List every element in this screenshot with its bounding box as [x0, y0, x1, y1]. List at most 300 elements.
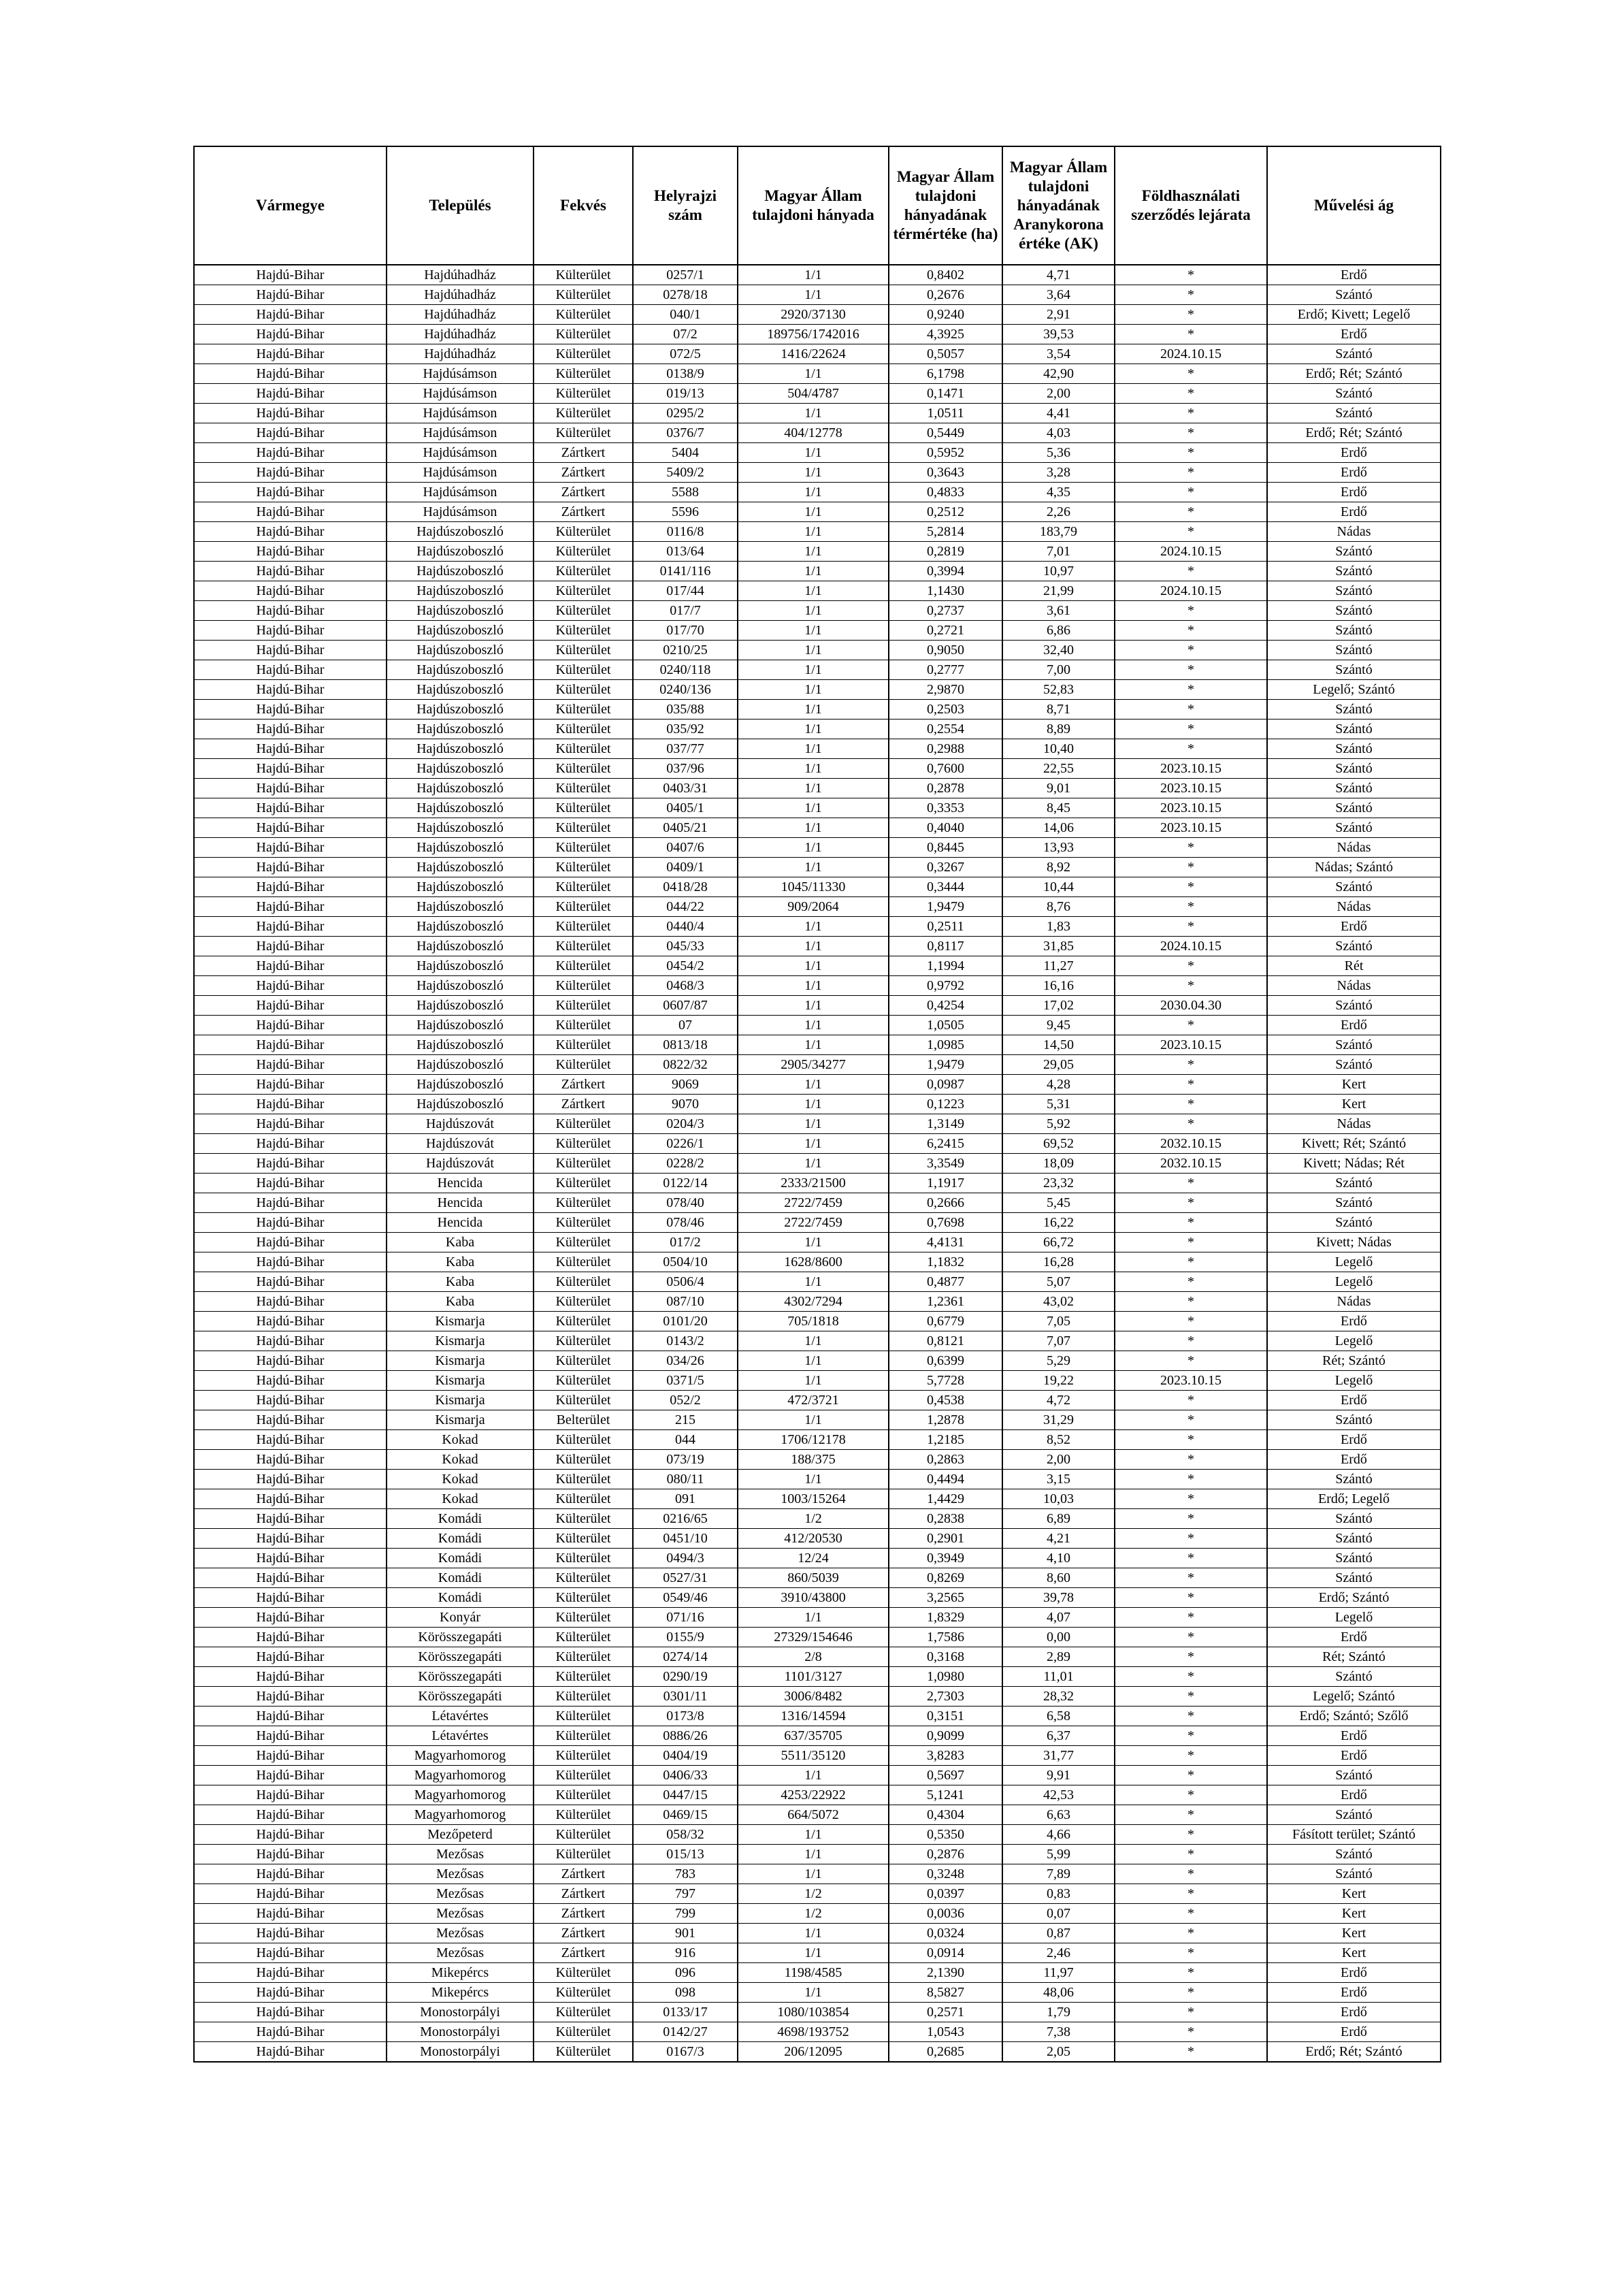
cell-varmegye: Hajdú-Bihar — [194, 1509, 387, 1529]
cell-muvelesi-ag: Szántó — [1267, 641, 1441, 660]
cell-fekves: Külterület — [534, 937, 633, 956]
cell-telepules: Hajdúhadház — [387, 344, 534, 364]
cell-telepules: Kismarja — [387, 1312, 534, 1331]
cell-helyrajzi-szam: 013/64 — [633, 542, 738, 562]
table-row — [194, 1825, 1441, 1845]
cell-varmegye: Hajdú-Bihar — [194, 1430, 387, 1450]
cell-telepules: Hajdúsámson — [387, 463, 534, 483]
cell-varmegye: Hajdú-Bihar — [194, 1233, 387, 1252]
cell-fekves: Külterület — [534, 1470, 633, 1489]
cell-tulajdoni-hanyad: 1/1 — [738, 818, 889, 838]
cell-varmegye: Hajdú-Bihar — [194, 1746, 387, 1766]
table-row — [194, 1845, 1441, 1864]
cell-tulajdoni-hanyad: 1/1 — [738, 1371, 889, 1391]
cell-helyrajzi-szam: 087/10 — [633, 1292, 738, 1312]
cell-tulajdoni-hanyad: 1628/8600 — [738, 1252, 889, 1272]
cell-termertek: 0,6779 — [889, 1312, 1002, 1331]
cell-muvelesi-ag: Szántó — [1267, 1568, 1441, 1588]
cell-aranykorona: 10,97 — [1002, 562, 1115, 581]
cell-termertek: 0,1223 — [889, 1095, 1002, 1114]
cell-telepules: Komádi — [387, 1568, 534, 1588]
cell-varmegye: Hajdú-Bihar — [194, 838, 387, 858]
cell-muvelesi-ag: Nádas; Szántó — [1267, 858, 1441, 877]
cell-szerzodes-lejarata: * — [1115, 1963, 1267, 1983]
table-row — [194, 917, 1441, 937]
cell-aranykorona: 19,22 — [1002, 1371, 1115, 1391]
table-row — [194, 423, 1441, 443]
cell-szerzodes-lejarata: * — [1115, 858, 1267, 877]
cell-helyrajzi-szam: 215 — [633, 1410, 738, 1430]
cell-telepules: Mikepércs — [387, 1983, 534, 2003]
cell-helyrajzi-szam: 078/46 — [633, 1213, 738, 1233]
cell-aranykorona: 2,00 — [1002, 384, 1115, 404]
cell-fekves: Külterület — [534, 1055, 633, 1075]
cell-termertek: 0,4040 — [889, 818, 1002, 838]
cell-varmegye: Hajdú-Bihar — [194, 1529, 387, 1549]
cell-telepules: Hajdúszoboszló — [387, 1035, 534, 1055]
cell-termertek: 0,4494 — [889, 1470, 1002, 1489]
cell-varmegye: Hajdú-Bihar — [194, 1924, 387, 1943]
cell-telepules: Hencida — [387, 1174, 534, 1193]
cell-aranykorona: 28,32 — [1002, 1687, 1115, 1707]
cell-varmegye: Hajdú-Bihar — [194, 739, 387, 759]
cell-aranykorona: 7,05 — [1002, 1312, 1115, 1331]
cell-termertek: 0,0914 — [889, 1943, 1002, 1963]
cell-fekves: Külterület — [534, 1252, 633, 1272]
cell-tulajdoni-hanyad: 1706/12178 — [738, 1430, 889, 1450]
cell-fekves: Külterület — [534, 1963, 633, 1983]
table-header-row — [194, 146, 1441, 265]
table-row — [194, 463, 1441, 483]
cell-termertek: 0,2503 — [889, 700, 1002, 719]
cell-tulajdoni-hanyad: 1/1 — [738, 1608, 889, 1628]
cell-varmegye: Hajdú-Bihar — [194, 1588, 387, 1608]
cell-szerzodes-lejarata: * — [1115, 384, 1267, 404]
cell-varmegye: Hajdú-Bihar — [194, 483, 387, 502]
cell-varmegye: Hajdú-Bihar — [194, 700, 387, 719]
cell-telepules: Konyár — [387, 1608, 534, 1628]
cell-muvelesi-ag: Erdő — [1267, 2003, 1441, 2022]
cell-helyrajzi-szam: 0409/1 — [633, 858, 738, 877]
cell-szerzodes-lejarata: * — [1115, 1272, 1267, 1292]
cell-termertek: 1,9479 — [889, 1055, 1002, 1075]
cell-termertek: 0,2511 — [889, 917, 1002, 937]
cell-szerzodes-lejarata: * — [1115, 1252, 1267, 1272]
cell-aranykorona: 1,83 — [1002, 917, 1115, 937]
cell-szerzodes-lejarata: * — [1115, 1608, 1267, 1628]
cell-helyrajzi-szam: 0142/27 — [633, 2022, 738, 2042]
cell-telepules: Hencida — [387, 1193, 534, 1213]
cell-muvelesi-ag: Erdő — [1267, 1391, 1441, 1410]
cell-telepules: Hajdúszoboszló — [387, 956, 534, 976]
table-row — [194, 897, 1441, 917]
cell-szerzodes-lejarata: * — [1115, 285, 1267, 305]
table-body — [194, 265, 1441, 2062]
cell-telepules: Kaba — [387, 1233, 534, 1252]
table-row — [194, 1746, 1441, 1766]
cell-aranykorona: 8,45 — [1002, 798, 1115, 818]
cell-muvelesi-ag: Rét; Szántó — [1267, 1351, 1441, 1371]
cell-szerzodes-lejarata: * — [1115, 1055, 1267, 1075]
cell-fekves: Zártkert — [534, 1884, 633, 1904]
cell-helyrajzi-szam: 0274/14 — [633, 1647, 738, 1667]
table-row — [194, 601, 1441, 621]
cell-telepules: Hajdúszovát — [387, 1154, 534, 1174]
cell-varmegye: Hajdú-Bihar — [194, 562, 387, 581]
cell-helyrajzi-szam: 0301/11 — [633, 1687, 738, 1707]
cell-telepules: Magyarhomorog — [387, 1805, 534, 1825]
cell-tulajdoni-hanyad: 4698/193752 — [738, 2022, 889, 2042]
table-row — [194, 1312, 1441, 1331]
cell-tulajdoni-hanyad: 1/1 — [738, 1864, 889, 1884]
cell-termertek: 5,2814 — [889, 522, 1002, 542]
cell-muvelesi-ag: Erdő — [1267, 1983, 1441, 2003]
cell-varmegye: Hajdú-Bihar — [194, 2042, 387, 2063]
cell-tulajdoni-hanyad: 1/1 — [738, 956, 889, 976]
cell-varmegye: Hajdú-Bihar — [194, 818, 387, 838]
cell-fekves: Zártkert — [534, 1924, 633, 1943]
table-row — [194, 1410, 1441, 1430]
cell-varmegye: Hajdú-Bihar — [194, 2022, 387, 2042]
cell-termertek: 0,5952 — [889, 443, 1002, 463]
cell-varmegye: Hajdú-Bihar — [194, 1628, 387, 1647]
cell-fekves: Külterület — [534, 1785, 633, 1805]
cell-szerzodes-lejarata: * — [1115, 1351, 1267, 1371]
cell-fekves: Külterület — [534, 2003, 633, 2022]
cell-tulajdoni-hanyad: 1/1 — [738, 364, 889, 384]
cell-tulajdoni-hanyad: 1/1 — [738, 483, 889, 502]
table-row — [194, 1489, 1441, 1509]
cell-termertek: 4,3925 — [889, 325, 1002, 344]
cell-muvelesi-ag: Erdő — [1267, 1963, 1441, 1983]
cell-szerzodes-lejarata: * — [1115, 502, 1267, 522]
cell-termertek: 0,5449 — [889, 423, 1002, 443]
cell-termertek: 3,2565 — [889, 1588, 1002, 1608]
cell-tulajdoni-hanyad: 1/1 — [738, 719, 889, 739]
cell-termertek: 1,0543 — [889, 2022, 1002, 2042]
cell-aranykorona: 1,79 — [1002, 2003, 1115, 2022]
cell-szerzodes-lejarata: * — [1115, 1489, 1267, 1509]
cell-tulajdoni-hanyad: 27329/154646 — [738, 1628, 889, 1647]
cell-muvelesi-ag: Legelő — [1267, 1252, 1441, 1272]
cell-helyrajzi-szam: 0228/2 — [633, 1154, 738, 1174]
cell-varmegye: Hajdú-Bihar — [194, 1687, 387, 1707]
cell-muvelesi-ag: Nádas — [1267, 522, 1441, 542]
cell-varmegye: Hajdú-Bihar — [194, 1371, 387, 1391]
cell-helyrajzi-szam: 071/16 — [633, 1608, 738, 1628]
cell-muvelesi-ag: Erdő; Legelő — [1267, 1489, 1441, 1509]
cell-fekves: Külterület — [534, 1509, 633, 1529]
cell-aranykorona: 4,10 — [1002, 1549, 1115, 1568]
cell-szerzodes-lejarata: * — [1115, 1095, 1267, 1114]
cell-telepules: Hajdúszoboszló — [387, 917, 534, 937]
cell-varmegye: Hajdú-Bihar — [194, 1154, 387, 1174]
cell-fekves: Külterület — [534, 384, 633, 404]
cell-telepules: Hajdúszoboszló — [387, 877, 534, 897]
cell-fekves: Külterület — [534, 1430, 633, 1450]
header-szerzodes-lejarata: Földhasználati szerződés lejárata — [1115, 146, 1267, 265]
cell-szerzodes-lejarata: * — [1115, 483, 1267, 502]
cell-telepules: Hajdúszoboszló — [387, 522, 534, 542]
cell-muvelesi-ag: Szántó — [1267, 562, 1441, 581]
cell-muvelesi-ag: Erdő — [1267, 483, 1441, 502]
cell-telepules: Hajdúszoboszló — [387, 858, 534, 877]
cell-helyrajzi-szam: 044/22 — [633, 897, 738, 917]
cell-telepules: Kaba — [387, 1272, 534, 1292]
cell-aranykorona: 10,03 — [1002, 1489, 1115, 1509]
cell-muvelesi-ag: Erdő; Rét; Szántó — [1267, 423, 1441, 443]
cell-termertek: 0,2571 — [889, 2003, 1002, 2022]
cell-aranykorona: 8,76 — [1002, 897, 1115, 917]
cell-varmegye: Hajdú-Bihar — [194, 1391, 387, 1410]
table-row — [194, 1805, 1441, 1825]
cell-termertek: 1,0985 — [889, 1035, 1002, 1055]
cell-szerzodes-lejarata: * — [1115, 1193, 1267, 1213]
cell-helyrajzi-szam: 0822/32 — [633, 1055, 738, 1075]
cell-telepules: Hajdúszoboszló — [387, 897, 534, 917]
cell-telepules: Monostorpályi — [387, 2003, 534, 2022]
cell-telepules: Létavértes — [387, 1707, 534, 1726]
cell-varmegye: Hajdú-Bihar — [194, 1075, 387, 1095]
cell-szerzodes-lejarata: * — [1115, 1549, 1267, 1568]
table-row — [194, 364, 1441, 384]
cell-tulajdoni-hanyad: 1/1 — [738, 1825, 889, 1845]
cell-tulajdoni-hanyad: 1/1 — [738, 838, 889, 858]
cell-termertek: 1,1917 — [889, 1174, 1002, 1193]
cell-tulajdoni-hanyad: 1/2 — [738, 1509, 889, 1529]
header-muvelesi-ag: Művelési ág — [1267, 146, 1441, 265]
cell-telepules: Hajdúszoboszló — [387, 818, 534, 838]
table-row — [194, 779, 1441, 798]
table-row — [194, 1924, 1441, 1943]
cell-aranykorona: 39,78 — [1002, 1588, 1115, 1608]
cell-tulajdoni-hanyad: 1080/103854 — [738, 2003, 889, 2022]
cell-telepules: Mezősas — [387, 1924, 534, 1943]
cell-fekves: Külterület — [534, 1608, 633, 1628]
table-row — [194, 660, 1441, 680]
table-row — [194, 1509, 1441, 1529]
cell-tulajdoni-hanyad: 2920/37130 — [738, 305, 889, 325]
cell-telepules: Hajdúszoboszló — [387, 739, 534, 759]
cell-fekves: Külterület — [534, 660, 633, 680]
cell-tulajdoni-hanyad: 1416/22624 — [738, 344, 889, 364]
cell-aranykorona: 39,53 — [1002, 325, 1115, 344]
table-row — [194, 1095, 1441, 1114]
cell-helyrajzi-szam: 0506/4 — [633, 1272, 738, 1292]
cell-muvelesi-ag: Szántó — [1267, 996, 1441, 1016]
cell-muvelesi-ag: Szántó — [1267, 660, 1441, 680]
cell-tulajdoni-hanyad: 1/2 — [738, 1904, 889, 1924]
table-row — [194, 1174, 1441, 1193]
cell-telepules: Kokad — [387, 1430, 534, 1450]
cell-aranykorona: 6,86 — [1002, 621, 1115, 641]
cell-tulajdoni-hanyad: 1/1 — [738, 1154, 889, 1174]
cell-muvelesi-ag: Szántó — [1267, 1174, 1441, 1193]
cell-muvelesi-ag: Fásított terület; Szántó — [1267, 1825, 1441, 1845]
cell-szerzodes-lejarata: * — [1115, 1726, 1267, 1746]
cell-szerzodes-lejarata: * — [1115, 1687, 1267, 1707]
cell-helyrajzi-szam: 797 — [633, 1884, 738, 1904]
cell-szerzodes-lejarata: * — [1115, 1430, 1267, 1450]
cell-szerzodes-lejarata: * — [1115, 601, 1267, 621]
cell-muvelesi-ag: Erdő; Kivett; Legelő — [1267, 305, 1441, 325]
table-row — [194, 1154, 1441, 1174]
cell-szerzodes-lejarata: * — [1115, 976, 1267, 996]
cell-termertek: 2,1390 — [889, 1963, 1002, 1983]
cell-termertek: 2,9870 — [889, 680, 1002, 700]
cell-szerzodes-lejarata: * — [1115, 700, 1267, 719]
cell-varmegye: Hajdú-Bihar — [194, 779, 387, 798]
cell-tulajdoni-hanyad: 1/1 — [738, 601, 889, 621]
cell-telepules: Kaba — [387, 1252, 534, 1272]
table-row — [194, 1943, 1441, 1963]
cell-fekves: Külterület — [534, 1371, 633, 1391]
cell-tulajdoni-hanyad: 1/1 — [738, 917, 889, 937]
cell-helyrajzi-szam: 0122/14 — [633, 1174, 738, 1193]
table-row — [194, 877, 1441, 897]
cell-varmegye: Hajdú-Bihar — [194, 1608, 387, 1628]
cell-tulajdoni-hanyad: 1/1 — [738, 1035, 889, 1055]
cell-muvelesi-ag: Szántó — [1267, 542, 1441, 562]
cell-fekves: Külterület — [534, 601, 633, 621]
cell-tulajdoni-hanyad: 1/1 — [738, 1075, 889, 1095]
cell-termertek: 0,2666 — [889, 1193, 1002, 1213]
table-row — [194, 1134, 1441, 1154]
table-row — [194, 1213, 1441, 1233]
cell-fekves: Külterület — [534, 404, 633, 423]
cell-varmegye: Hajdú-Bihar — [194, 404, 387, 423]
cell-fekves: Külterület — [534, 700, 633, 719]
header-telepules: Település — [387, 146, 534, 265]
cell-muvelesi-ag: Erdő — [1267, 265, 1441, 285]
cell-fekves: Külterület — [534, 719, 633, 739]
cell-muvelesi-ag: Kert — [1267, 1884, 1441, 1904]
cell-muvelesi-ag: Kivett; Nádas — [1267, 1233, 1441, 1252]
cell-fekves: Külterület — [534, 1766, 633, 1785]
cell-tulajdoni-hanyad: 1/1 — [738, 858, 889, 877]
cell-muvelesi-ag: Erdő — [1267, 443, 1441, 463]
cell-telepules: Hajdúszoboszló — [387, 1055, 534, 1075]
table-row — [194, 1331, 1441, 1351]
cell-muvelesi-ag: Szántó — [1267, 344, 1441, 364]
cell-tulajdoni-hanyad: 4302/7294 — [738, 1292, 889, 1312]
cell-telepules: Mezősas — [387, 1884, 534, 1904]
cell-szerzodes-lejarata: * — [1115, 1588, 1267, 1608]
header-fekves: Fekvés — [534, 146, 633, 265]
cell-helyrajzi-szam: 072/5 — [633, 344, 738, 364]
cell-aranykorona: 2,00 — [1002, 1450, 1115, 1470]
cell-helyrajzi-szam: 0240/136 — [633, 680, 738, 700]
cell-aranykorona: 3,28 — [1002, 463, 1115, 483]
cell-telepules: Kismarja — [387, 1331, 534, 1351]
cell-helyrajzi-szam: 0403/31 — [633, 779, 738, 798]
cell-tulajdoni-hanyad: 504/4787 — [738, 384, 889, 404]
cell-telepules: Hajdúszoboszló — [387, 779, 534, 798]
cell-termertek: 0,1471 — [889, 384, 1002, 404]
cell-telepules: Hajdúhadház — [387, 325, 534, 344]
table-row — [194, 1904, 1441, 1924]
cell-fekves: Külterület — [534, 1588, 633, 1608]
table-row — [194, 1016, 1441, 1035]
cell-fekves: Külterület — [534, 1272, 633, 1292]
cell-telepules: Mezősas — [387, 1845, 534, 1864]
cell-muvelesi-ag: Szántó — [1267, 1667, 1441, 1687]
cell-varmegye: Hajdú-Bihar — [194, 660, 387, 680]
cell-helyrajzi-szam: 091 — [633, 1489, 738, 1509]
cell-varmegye: Hajdú-Bihar — [194, 364, 387, 384]
cell-szerzodes-lejarata: * — [1115, 2003, 1267, 2022]
cell-varmegye: Hajdú-Bihar — [194, 1489, 387, 1509]
cell-varmegye: Hajdú-Bihar — [194, 1943, 387, 1963]
table-row — [194, 443, 1441, 463]
cell-varmegye: Hajdú-Bihar — [194, 1292, 387, 1312]
cell-termertek: 0,2554 — [889, 719, 1002, 739]
table-row — [194, 1687, 1441, 1707]
cell-szerzodes-lejarata: * — [1115, 522, 1267, 542]
cell-helyrajzi-szam: 0494/3 — [633, 1549, 738, 1568]
cell-muvelesi-ag: Szántó — [1267, 1845, 1441, 1864]
table-row — [194, 1272, 1441, 1292]
cell-helyrajzi-szam: 0504/10 — [633, 1252, 738, 1272]
cell-szerzodes-lejarata: * — [1115, 1805, 1267, 1825]
cell-fekves: Külterület — [534, 1568, 633, 1588]
cell-aranykorona: 9,01 — [1002, 779, 1115, 798]
cell-fekves: Külterület — [534, 798, 633, 818]
cell-szerzodes-lejarata: * — [1115, 463, 1267, 483]
cell-aranykorona: 0,07 — [1002, 1904, 1115, 1924]
cell-tulajdoni-hanyad: 1/1 — [738, 1095, 889, 1114]
cell-aranykorona: 48,06 — [1002, 1983, 1115, 2003]
cell-muvelesi-ag: Nádas — [1267, 838, 1441, 858]
cell-varmegye: Hajdú-Bihar — [194, 1707, 387, 1726]
cell-varmegye: Hajdú-Bihar — [194, 877, 387, 897]
cell-helyrajzi-szam: 019/13 — [633, 384, 738, 404]
cell-helyrajzi-szam: 0204/3 — [633, 1114, 738, 1134]
table-row — [194, 1766, 1441, 1785]
cell-aranykorona: 31,29 — [1002, 1410, 1115, 1430]
cell-telepules: Hajdúhadház — [387, 265, 534, 285]
cell-termertek: 1,1430 — [889, 581, 1002, 601]
cell-tulajdoni-hanyad: 1/1 — [738, 1331, 889, 1351]
cell-szerzodes-lejarata: * — [1115, 897, 1267, 917]
cell-termertek: 0,4254 — [889, 996, 1002, 1016]
cell-muvelesi-ag: Kert — [1267, 1943, 1441, 1963]
cell-termertek: 0,2737 — [889, 601, 1002, 621]
table-row — [194, 838, 1441, 858]
cell-termertek: 0,2838 — [889, 1509, 1002, 1529]
cell-fekves: Külterület — [534, 1193, 633, 1213]
cell-helyrajzi-szam: 0173/8 — [633, 1707, 738, 1726]
cell-fekves: Külterület — [534, 2042, 633, 2063]
cell-fekves: Külterület — [534, 325, 633, 344]
cell-fekves: Külterület — [534, 917, 633, 937]
cell-termertek: 0,0324 — [889, 1924, 1002, 1943]
cell-termertek: 0,6399 — [889, 1351, 1002, 1371]
cell-helyrajzi-szam: 916 — [633, 1943, 738, 1963]
cell-szerzodes-lejarata: * — [1115, 1174, 1267, 1193]
cell-aranykorona: 17,02 — [1002, 996, 1115, 1016]
cell-muvelesi-ag: Szántó — [1267, 1410, 1441, 1430]
table-row — [194, 1963, 1441, 1983]
cell-termertek: 1,1832 — [889, 1252, 1002, 1272]
cell-szerzodes-lejarata: * — [1115, 1529, 1267, 1549]
cell-fekves: Külterület — [534, 1292, 633, 1312]
cell-varmegye: Hajdú-Bihar — [194, 1963, 387, 1983]
cell-helyrajzi-szam: 015/13 — [633, 1845, 738, 1864]
cell-muvelesi-ag: Erdő; Rét; Szántó — [1267, 364, 1441, 384]
cell-termertek: 0,2819 — [889, 542, 1002, 562]
table-row — [194, 2022, 1441, 2042]
